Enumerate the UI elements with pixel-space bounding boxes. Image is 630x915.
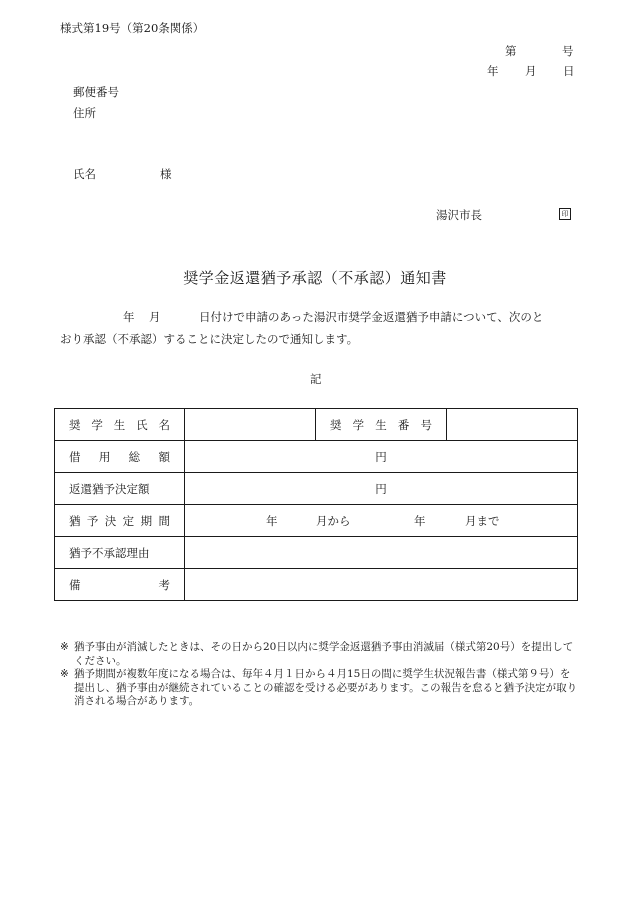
seal-icon: 印 <box>559 208 571 220</box>
note-mark: ※ <box>60 641 69 653</box>
remarks-value[interactable] <box>185 569 578 601</box>
address-label: 住所 <box>73 106 96 120</box>
note-mark: ※ <box>60 668 69 680</box>
doc-number-prefix: 第 <box>505 44 517 58</box>
rejection-reason-label: 猶予不承認理由 <box>55 537 185 569</box>
note-text: 猶予事由が消滅したときは、その日から20日以内に奨学金返還猶予事由消滅届（様式第20号）を提出してください。 <box>74 641 574 667</box>
ki-heading: 記 <box>310 372 322 386</box>
body-line-2: おり承認（不承認）することに決定したので通知します。 <box>60 332 359 346</box>
table-row <box>55 537 578 569</box>
deferment-period-label: 猶 予 決 定 期 間 <box>55 505 185 537</box>
body-line-1: 日付けで申請のあった湯沢市奨学金返還猶予申請について、次のと <box>199 310 544 324</box>
student-number-value[interactable] <box>447 409 578 441</box>
total-loan-label: 借 用 総 額 <box>55 441 185 473</box>
date-month: 月 <box>525 64 537 78</box>
notes <box>60 641 580 709</box>
doc-number-suffix: 号 <box>562 44 574 58</box>
student-number-label: 奨 学 生 番 号 <box>316 409 447 441</box>
note-item <box>60 641 580 668</box>
deferment-period-value[interactable] <box>185 505 578 537</box>
postal-code-label: 郵便番号 <box>73 85 119 99</box>
date-year: 年 <box>487 64 499 78</box>
deferment-amount-value[interactable] <box>185 473 578 505</box>
period-start-month: 月から <box>316 514 351 528</box>
body-year-unit: 年 <box>123 310 135 324</box>
body-month-unit: 月 <box>149 310 161 324</box>
document-title: 奨学金返還猶予承認（不承認）通知書 <box>183 269 447 287</box>
rejection-reason-value[interactable] <box>185 537 578 569</box>
deferment-amount-label: 返還猶予決定額 <box>55 473 185 505</box>
table-row <box>55 505 578 537</box>
student-name-value[interactable] <box>185 409 316 441</box>
honorific: 様 <box>160 167 172 181</box>
period-end-month: 月まで <box>465 514 500 528</box>
date-day: 日 <box>563 64 575 78</box>
note-text: 猶予期間が複数年度になる場合は、毎年４月１日から４月15日の間に奨学生状況報告書（様式第９号）を提出し、猶予事由が継続されていることの確認を受ける必要があります。この報告を怠ると猶予決定が取り消される場合があります。 <box>74 668 578 707</box>
table-row <box>55 409 578 441</box>
form-number: 様式第19号（第20条関係） <box>60 21 205 35</box>
table-row <box>55 441 578 473</box>
table-row <box>55 569 578 601</box>
details-table <box>54 408 578 601</box>
name-label: 氏名 <box>73 167 96 181</box>
remarks-label: 備 考 <box>55 569 185 601</box>
table-row <box>55 473 578 505</box>
total-loan-value[interactable] <box>185 441 578 473</box>
total-loan-unit: 円 <box>375 449 387 464</box>
student-name-label: 奨 学 生 氏 名 <box>55 409 185 441</box>
period-end-year: 年 <box>414 514 426 528</box>
issuer: 湯沢市長 <box>436 208 482 222</box>
period-start-year: 年 <box>266 514 278 528</box>
note-item <box>60 668 580 709</box>
deferment-amount-unit: 円 <box>375 481 387 496</box>
